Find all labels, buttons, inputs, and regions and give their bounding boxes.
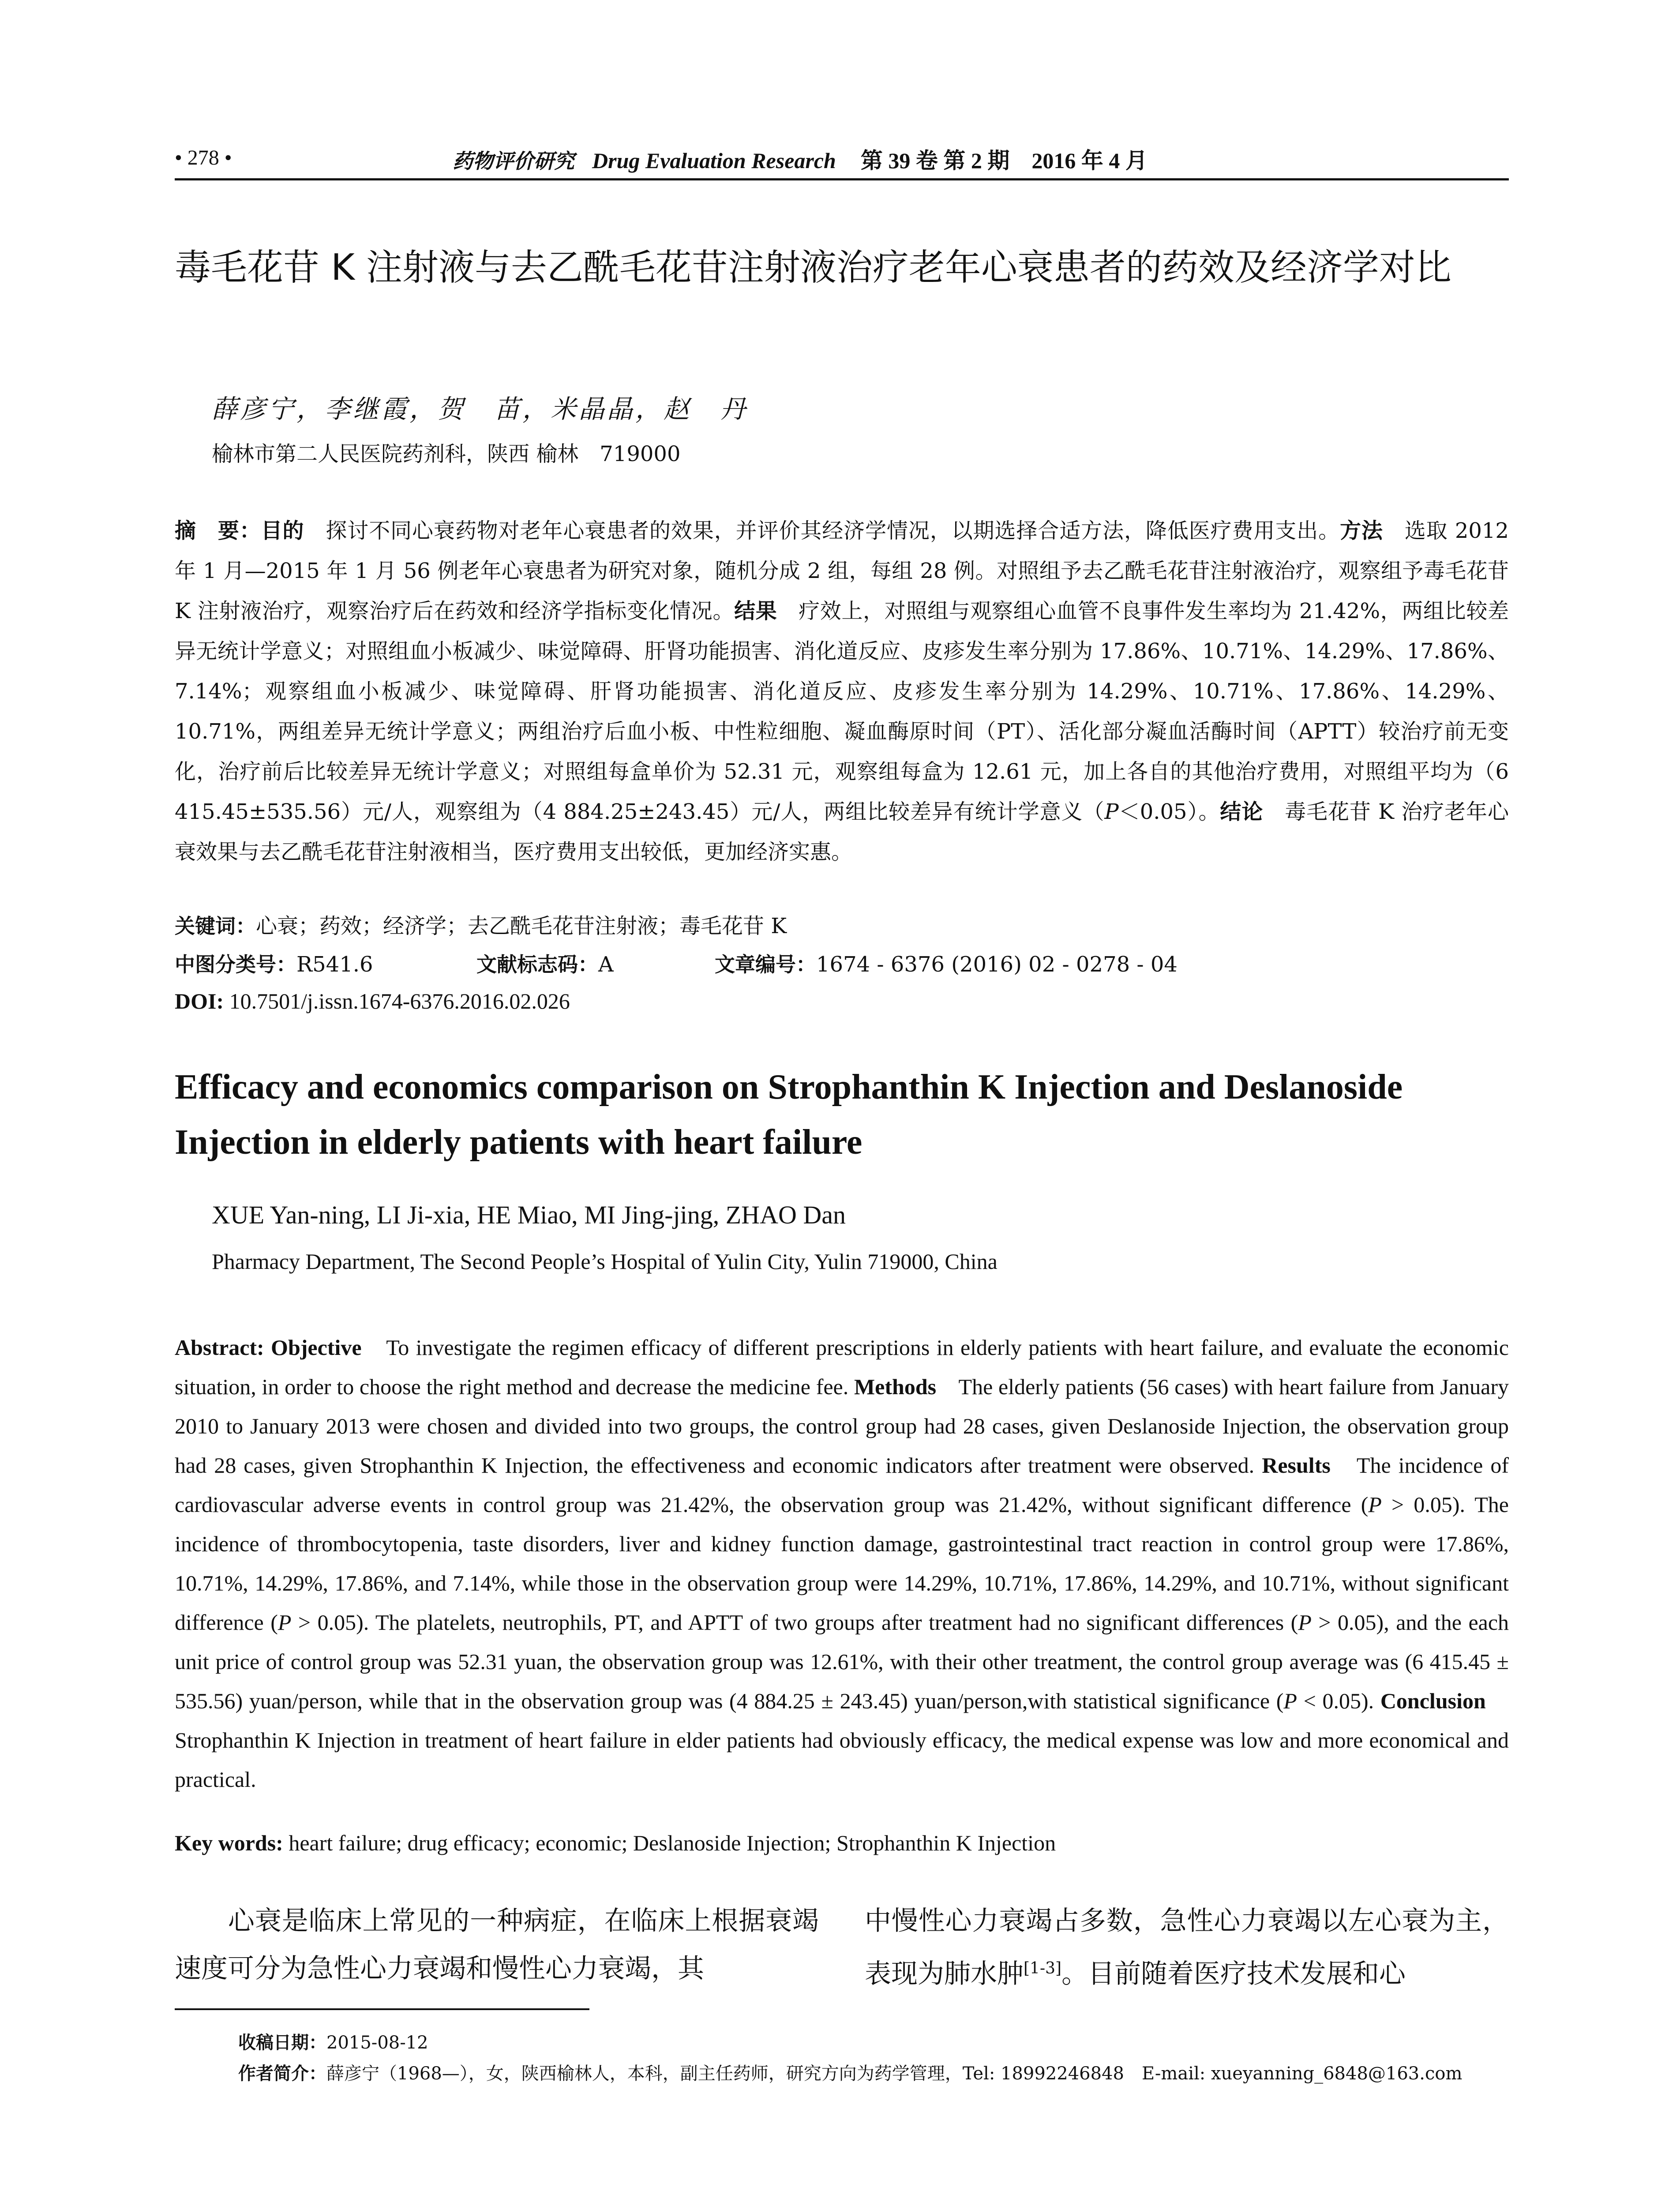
en-p-symbol: P	[1368, 1492, 1382, 1517]
received-date	[238, 2029, 428, 2054]
en-keywords	[175, 1830, 1056, 1856]
doc-code-label: 文献标志码：	[476, 953, 598, 976]
cn-keywords	[175, 909, 787, 939]
cn-authors: 薛彦宁，李继霞，贺 苗，米晶晶，赵 丹	[212, 394, 749, 424]
en-abstract	[175, 1328, 1509, 1799]
cn-title: 毒毛花苷 K 注射液与去乙酰毛花苷注射液治疗老年心衰患者的药效及经济学对比	[175, 247, 1451, 289]
en-keywords-label: Key words:	[175, 1831, 283, 1855]
en-p-symbol: P	[1283, 1688, 1297, 1713]
cn-keywords-text: 心衰；药效；经济学；去乙酰毛花苷注射液；毒毛花苷 K	[256, 914, 787, 938]
cn-objective-label: 目的	[261, 518, 304, 543]
body-paragraph-right-end: 。目前随着医疗技术发展和心	[1061, 1958, 1406, 1989]
cn-classification	[175, 949, 373, 978]
body-column-left	[175, 1897, 819, 1992]
en-conclusion-text: Strophanthin K Injection in treatment of heart failure in elder patients had obviously efficacy, the medical expense was low and more economical and practical.	[175, 1688, 1509, 1792]
cn-methods-label: 方法	[1340, 518, 1383, 543]
received-value: 2015-08-12	[326, 2033, 428, 2053]
cn-affiliation: 榆林市第二人民医院药剂科，陕西 榆林 719000	[212, 442, 681, 466]
author-bio-text: 薛彦宁（1968—），女，陕西榆林人，本科，副主任药师，研究方向为药学管理，Tel: 18992246848 E-mail: xueyanning_6848@163.com	[326, 2063, 1462, 2084]
body-paragraph-right: 中慢性心力衰竭占多数，急性心力衰竭以左心衰为主，表现为肺水肿	[865, 1906, 1509, 1989]
running-header	[175, 140, 1509, 180]
en-objective-text: To investigate the regimen efficacy of different prescriptions in elderly patients with heart failure, and evaluate the economic situation, in order to choose the right method and decrease the medicine fee.	[175, 1335, 1509, 1399]
en-results-c: > 0.05). The platelets, neutrophils, PT, and APTT of two groups after treatment had no significant differences (	[291, 1610, 1298, 1635]
body-paragraph-left: 心衰是临床上常见的一种病症，在临床上根据衰竭速度可分为急性心力衰竭和慢性心力衰竭，其	[175, 1906, 819, 1984]
en-results-e: < 0.05).	[1297, 1688, 1380, 1713]
cn-results-text: 疗效上，对照组与观察组心血管不良事件发生率均为 21.42%，两组比较差异无统计学意义；对照组血小板减少、味觉障碍、肝肾功能损害、消化道反应、皮疹发生率分别为 17.86%、10.71%、14.29%、17.86%、7.14%；观察组血小板减少、味觉障碍、肝肾功能损害、消化道反应、皮疹发生率分别为 14.29%、10.71%、17.86%、14.29%、10.71%，两组差异无统计学意义；两组治疗后血小板、中性粒细胞、凝血酶原时间（PT）、活化部分凝血活酶时间（APTT）较治疗前无变化，治疗前后比较差异无统计学意义；对照组每盒单价为 52.31 元，观察组每盒为 12.61 元，加上各自的其他治疗费用，对照组平均为（6 415.45±535.56）元/人，观察组为（4 884.25±243.45）元/人，两组比较差异有统计学意义（	[175, 599, 1509, 824]
cn-abstract	[175, 511, 1509, 872]
en-p-symbol: P	[278, 1610, 292, 1635]
cn-conclusion-label: 结论	[1220, 799, 1264, 824]
journal-name-cn: 药物评价研究	[453, 149, 574, 173]
article-no-value: 1674 - 6376 (2016) 02 - 0278 - 04	[816, 952, 1178, 977]
clc-value: R541.6	[296, 952, 373, 977]
en-conclusion-label: Conclusion	[1380, 1688, 1486, 1713]
en-title: Efficacy and economics comparison on Strophanthin K Injection and Deslanoside Injection in elderly patients with heart failure	[175, 1068, 1403, 1162]
cn-keywords-label: 关键词：	[175, 914, 256, 938]
citation-ref: [1-3]	[1024, 1959, 1062, 1977]
footnote-divider	[175, 2008, 589, 2010]
doi-value: 10.7501/j.issn.1674-6376.2016.02.026	[224, 989, 570, 1013]
cn-article-no	[715, 949, 1178, 978]
received-label: 收稿日期：	[238, 2033, 326, 2053]
en-abstract-label: Abstract: Objective	[175, 1335, 362, 1360]
en-results-d: > 0.05), and the each unit price of control group was 52.31 yuan, the observation group was 12.61%, with their other treatment, the control group average was (6 415.45 ± 535.56) yuan/person, while that in the observation group was (4 884.25 ± 243.45) yuan/person,with statistical significance (	[175, 1610, 1509, 1713]
cn-p-symbol: P	[1104, 799, 1119, 824]
journal-info	[453, 143, 1148, 175]
cn-methods-text: 选取 2012 年 1 月—2015 年 1 月 56 例老年心衰患者为研究对象，随机分成 2 组，每组 28 例。对照组予去乙酰毛花苷注射液治疗，观察组予毒毛花苷 K 注射液治疗，观察治疗后在药效和经济学指标变化情况。	[175, 518, 1509, 623]
cn-results-label: 结果	[734, 599, 777, 623]
cn-conclusion-text: 毒毛花苷 K 治疗老年心衰效果与去乙酰毛花苷注射液相当，医疗费用支出较低，更加经济实惠。	[175, 799, 1509, 864]
en-authors: XUE Yan-ning, LI Ji-xia, HE Miao, MI Jing-jing, ZHAO Dan	[212, 1201, 846, 1229]
doc-code-value: A	[598, 952, 614, 977]
page-number: • 278 •	[175, 146, 232, 169]
body-column-right	[865, 1897, 1509, 1998]
cn-doc-code	[476, 949, 614, 978]
en-affiliation: Pharmacy Department, The Second People’s Hospital of Yulin City, Yulin 719000, China	[212, 1249, 998, 1274]
en-p-symbol: P	[1298, 1610, 1312, 1635]
issue-info: 第 39 卷 第 2 期 2016 年 4 月	[860, 148, 1148, 173]
cn-objective-text: 探讨不同心衰药物对老年心衰患者的效果，并评价其经济学情况，以期选择合适方法，降低医疗费用支出。	[304, 518, 1340, 543]
author-bio-label: 作者简介：	[238, 2063, 326, 2084]
journal-name-en: Drug Evaluation Research	[592, 148, 836, 173]
doi-line	[175, 988, 570, 1014]
author-bio	[238, 2060, 1462, 2085]
cn-results-text-end: ＜0.05）。	[1118, 799, 1220, 824]
article-no-label: 文章编号：	[715, 953, 816, 976]
cn-abstract-label: 摘 要：	[175, 518, 261, 543]
en-methods-label: Methods	[854, 1374, 937, 1399]
en-keywords-text: heart failure; drug efficacy; economic; Deslanoside Injection; Strophanthin K Injection	[283, 1831, 1056, 1855]
en-results-a: The incidence of cardiovascular adverse events in control group was 21.42%, the observation group was 21.42%, without significant difference (	[175, 1453, 1509, 1517]
en-methods-text: The elderly patients (56 cases) with heart failure from January 2010 to January 2013 were chosen and divided into two groups, the control group had 28 cases, given Deslanoside Injection, the observation group had 28 cases, given Strophanthin K Injection, the effectiveness and economic indicators after treatment were observed.	[175, 1374, 1509, 1478]
clc-label: 中图分类号：	[175, 953, 296, 976]
en-results-label: Results	[1262, 1453, 1331, 1478]
en-results-b: > 0.05). The incidence of thrombocytopenia, taste disorders, liver and kidney function damage, gastrointestinal tract reaction in control group were 17.86%, 10.71%, 14.29%, 17.86%, and 7.14%, while those in the observation group were 14.29%, 10.71%, 17.86%, 14.29%, and 10.71%, without significant difference (	[175, 1492, 1509, 1635]
doi-label: DOI:	[175, 989, 224, 1013]
